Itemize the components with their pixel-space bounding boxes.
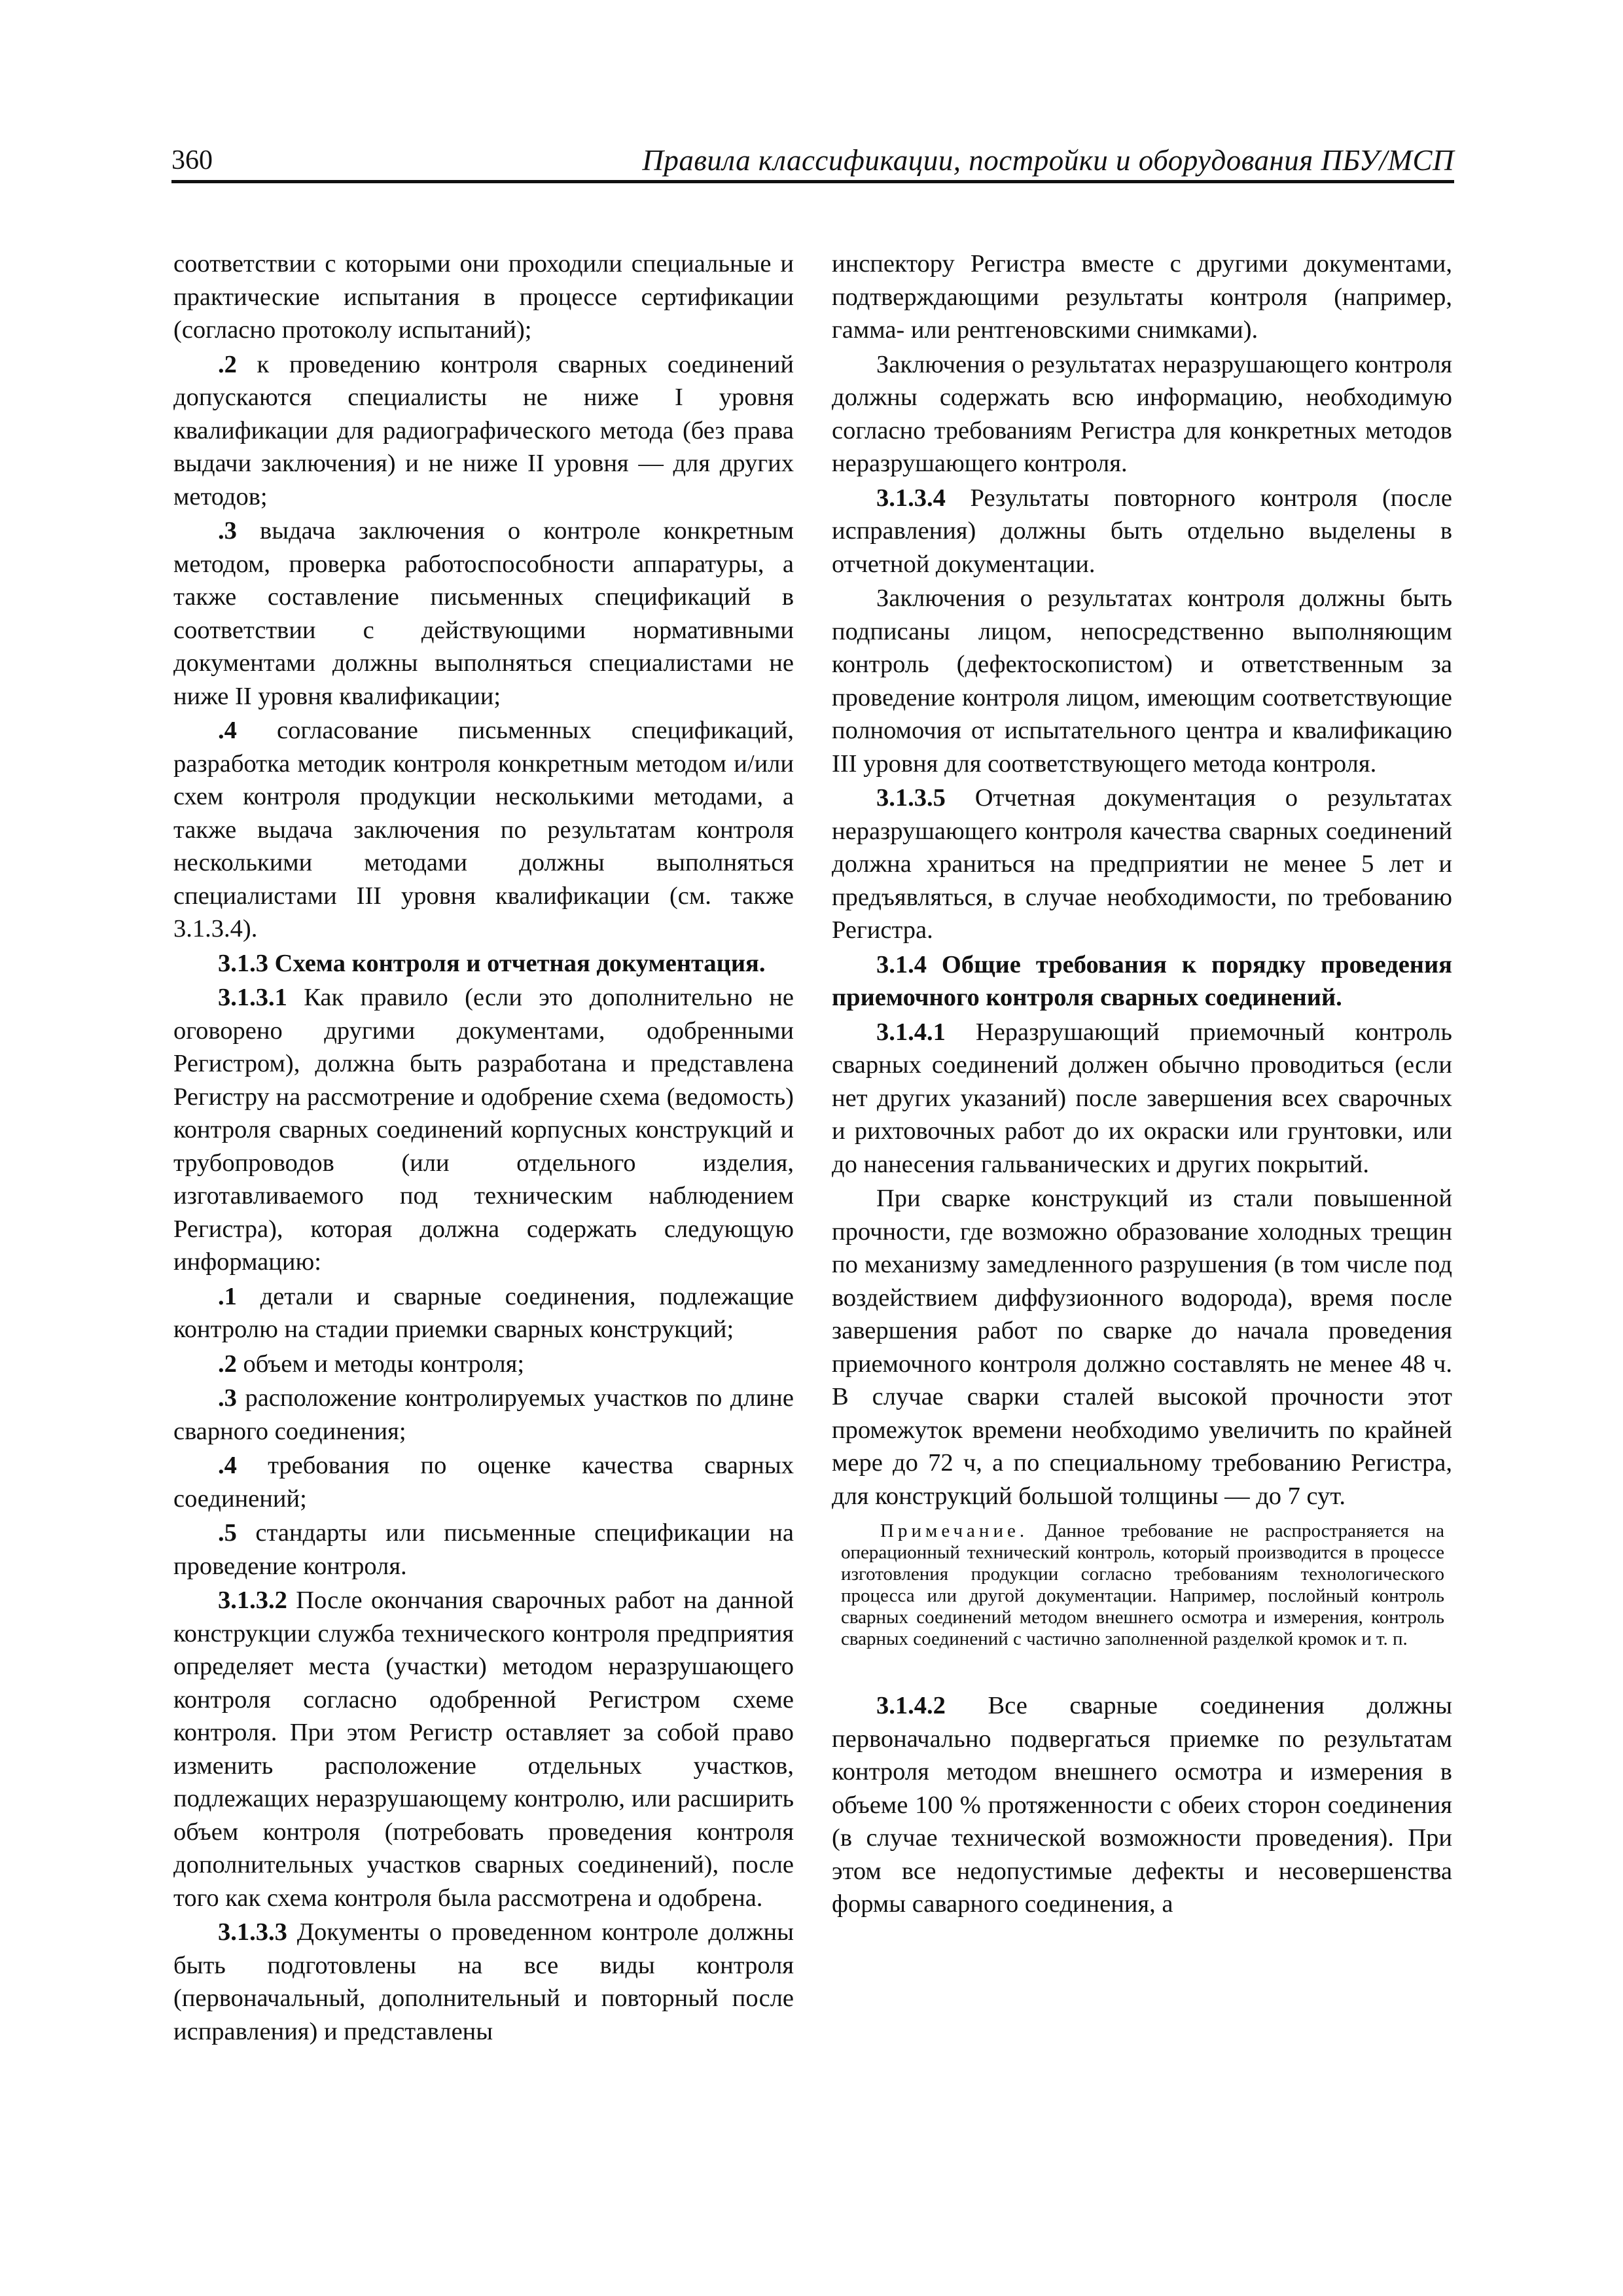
section-heading-3-1-4: 3.1.4 Общие требования к порядку проведения приемочного контроля сварных соединений. bbox=[832, 950, 1452, 1011]
paragraph: Заключения о результатах контроля должны быть подписаны лицом, непосредственно выполняющим контроль (дефектоскопистом) и ответственным за проведение контроля лицом, имеющим соответствующие полномочия от испытательного центра и квалификацию III уровня для соответствующего метода контроля. bbox=[832, 584, 1452, 778]
section-heading-3-1-3: 3.1.3 Схема контроля и отчетная документация. bbox=[218, 949, 766, 977]
list-item: .4 требования по оценке качества сварных соединений; bbox=[173, 1452, 794, 1513]
note: Примечание. Данное требование не распространяется на операционный технический контроль, который производится в процессе изготовления продукции согласно требованиям технологического процесса или другой документации. Например, послойный контроль сварных соединений методом внешнего осмотра и измерения, контроль сварных соединений с частично заполненной разделкой кромок и т. п. bbox=[841, 1520, 1444, 1649]
list-item: .2 объем и методы контроля; bbox=[218, 1350, 525, 1378]
left-column bbox=[173, 247, 794, 2049]
paragraph: инспектору Регистра вместе с другими документами, подтверждающими результаты контроля (например, гамма- или рентгеновскими снимками). bbox=[832, 250, 1452, 344]
list-item: .3 выдача заключения о контроле конкретным методом, проверка работоспособности аппаратуры, а также составление письменных спецификаций в соответствии с действующими нормативными документами должны выполняться специалистами не ниже II уровня квалификации; bbox=[173, 517, 794, 710]
list-item: .5 стандарты или письменные спецификации на проведение контроля. bbox=[173, 1519, 794, 1580]
list-item: .3 расположение контролируемых участков по длине сварного соединения; bbox=[173, 1384, 794, 1445]
right-column bbox=[832, 247, 1452, 1922]
paragraph: 3.1.4.1 Неразрушающий приемочный контроль сварных соединений должен обычно проводиться (если нет других указаний) после завершения всех сварочных и рихтовочных работ до их окраски или грунтовки, или до нанесения гальванических и других покрытий. bbox=[832, 1018, 1452, 1178]
paragraph: 3.1.4.2 Все сварные соединения должны первоначально подвергаться приемке по результатам контроля методом внешнего осмотра и измерения в объеме 100 % протяженности с обеих сторон соединения (в случае технической возможности проведения). При этом все недопустимые дефекты и несовершенства формы саварного соединения, а bbox=[832, 1692, 1452, 1918]
list-item: .2 к проведению контроля сварных соединений допускаются специалисты не ниже I уровня квалификации для радиографического метода (без права выдачи заключения) и не ниже II уровня — для других методов; bbox=[173, 350, 794, 511]
page-header bbox=[171, 141, 1454, 183]
list-item: .1 детали и сварные соединения, подлежащие контролю на стадии приемки сварных конструкций; bbox=[173, 1282, 794, 1343]
note-label: Примечание. bbox=[880, 1520, 1029, 1541]
page-number: 360 bbox=[171, 145, 213, 175]
paragraph: Заключения о результатах неразрушающего контроля должны содержать всю информацию, необходимую согласно требованиям Регистра для конкретных методов неразрушающего контроля. bbox=[832, 350, 1452, 477]
list-item: .4 согласование письменных спецификаций, разработка методик контроля конкретным методом и/или схем контроля продукции несколькими методами, а также выдача заключения по результатам контроля несколькими методами должны выполняться специалистами III уровня квалификации (см. также 3.1.3.4). bbox=[173, 717, 794, 942]
paragraph: При сварке конструкций из стали повышенной прочности, где возможно образование холодных трещин по механизму замедленного разрушения (в том числе под воздействием диффузионного водорода), время после завершения работ по сварке до начала проведения приемочного контроля должно составлять не менее 48 ч. В случае сварки сталей высокой прочности этот промежуток времени необходимо увеличить по крайней мере до 72 ч, а по специальному требованию Регистра, для конструкций большой толщины — до 7 сут. bbox=[832, 1185, 1452, 1510]
paragraph: 3.1.3.4 Результаты повторного контроля (после исправления) должны быть отдельно выделены в отчетной документации. bbox=[832, 484, 1452, 578]
paragraph: соответствии с которыми они проходили специальные и практические испытания в процессе сертификации (согласно протоколу испытаний); bbox=[173, 250, 794, 344]
paragraph: 3.1.3.1 Как правило (если это дополнительно не оговорено другими документами, одобренными Регистром), должна быть разработана и представлена Регистру на рассмотрение и одобрение схема (ведомость) контроля сварных соединений корпусных конструкций и трубопроводов (или отдельного изделия, изготавливаемого под техническим наблюдением Регистра), которая должна содержать следующую информацию: bbox=[173, 984, 794, 1276]
running-title: Правила классификации, постройки и оборудования ПБУ/МСП bbox=[642, 144, 1454, 177]
paragraph: 3.1.3.5 Отчетная документация о результатах неразрушающего контроля качества сварных соединений должна храниться на предприятии не менее 5 лет и предъявляться, в случае необходимости, по требованию Регистра. bbox=[832, 784, 1452, 944]
paragraph: 3.1.3.3 Документы о проведенном контроле должны быть подготовлены на все виды контроля (первоначальный, дополнительный и повторный после исправления) и представлены bbox=[173, 1918, 794, 2045]
paragraph: 3.1.3.2 После окончания сварочных работ на данной конструкции служба технического контроля предприятия определяет места (участки) методом неразрушающего контроля согласно одобренной Регистром схеме контроля. При этом Регистр оставляет за собой право изменить расположение отдельных участков, подлежащих неразрушающему контролю, или расширить объем контроля (потребовать проведения контроля дополнительных участков сварных соединений), после того как схема контроля была рассмотрена и одобрена. bbox=[173, 1587, 794, 1912]
